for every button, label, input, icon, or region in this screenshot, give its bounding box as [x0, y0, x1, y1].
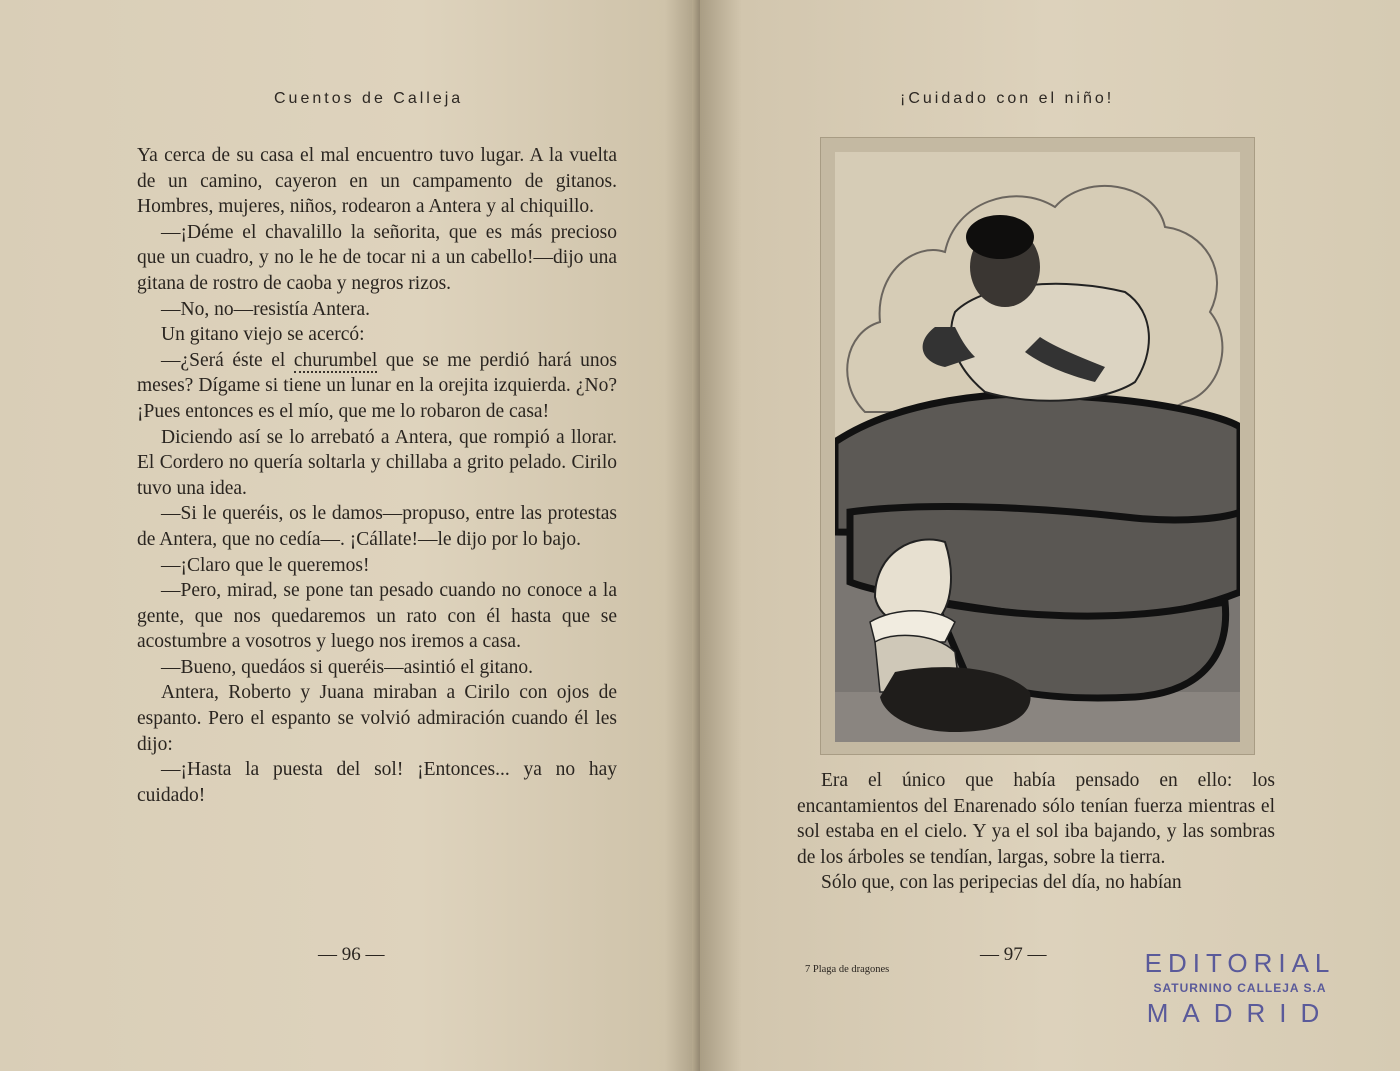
running-head: ¡Cuidado con el niño!	[900, 90, 1115, 107]
text-run: —¿Será éste el	[161, 349, 294, 371]
page-number: — 96 —	[318, 944, 385, 965]
text-run: que se me perdió hará unos meses? Dígame si tiene un lunar en la orejita izquierda. ¿No? ¡Pues entonces es el mío, que me lo robaron de casa!	[137, 349, 617, 422]
paragraph: Sólo que, con las peripecias del día, no habían	[821, 872, 1182, 894]
paragraph: Diciendo así se lo arrebató a Antera, que rompió a llorar. El Cordero no quería soltarla y chillaba a grito pelado. Cirilo tuvo una idea.	[137, 426, 617, 499]
signature-mark: 7 Plaga de dragones	[805, 964, 890, 975]
paragraph: —¡Claro que le queremos!	[161, 554, 370, 576]
body-text	[137, 143, 617, 808]
page-number: — 97 —	[980, 944, 1047, 965]
gypsy-woman-and-child-illustration	[835, 152, 1240, 742]
marked-word: churumbel	[293, 349, 378, 371]
stamp-line: MADRID	[1146, 998, 1334, 1028]
paragraph: —No, no—resistía Antera.	[161, 298, 371, 320]
publisher-stamp	[1135, 948, 1345, 1034]
illustration-plate	[820, 137, 1255, 755]
paragraph	[137, 348, 617, 425]
paragraph: Ya cerca de su casa el mal encuentro tuvo lugar. A la vuelta de un camino, cayeron en un campamento de gitanos. Hombres, mujeres, niños, rodearon a Antera y al chiquillo.	[137, 145, 617, 218]
running-head: Cuentos de Calleja	[274, 90, 464, 107]
paragraph: Un gitano viejo se acercó:	[161, 324, 365, 346]
paragraph: —Pero, mirad, se pone tan pesado cuando no conoce a la gente, que nos quedaremos un rato con él hasta que se acostumbre a vosotros y luego nos iremos a casa.	[137, 580, 617, 653]
paragraph: —¡Déme el chavalillo la señorita, que es más precioso que un cuadro, y no le he de tocar ni a un cabello!—dijo una gitana de rostro de caoba y negros rizos.	[137, 221, 617, 294]
stamp-line: EDITORIAL	[1144, 948, 1336, 978]
illustration	[835, 152, 1240, 742]
paragraph: —Bueno, quedáos si queréis—asintió el gitano.	[161, 656, 534, 678]
stamp-line: SATURNINO CALLEJA S.A	[1153, 981, 1327, 995]
right-page	[700, 0, 1400, 1071]
body-text	[797, 768, 1275, 896]
paragraph: Antera, Roberto y Juana miraban a Cirilo con ojos de espanto. Pero el espanto se volvió admiración cuando él les dijo:	[137, 682, 617, 755]
paragraph: —¡Hasta la puesta del sol! ¡Entonces... ya no hay cuidado!	[137, 759, 617, 806]
paragraph: Era el único que había pensado en ello: los encantamientos del Enarenado sólo tenían fuerza mientras el sol estaba en el cielo. Y ya el sol iba bajando, y las sombras de los árboles se tendían, largas, sobre la tierra.	[797, 770, 1275, 868]
paragraph: —Si le queréis, os le damos—propuso, entre las protestas de Antera, que no cedía—. ¡Cállate!—le dijo por lo bajo.	[137, 503, 617, 550]
